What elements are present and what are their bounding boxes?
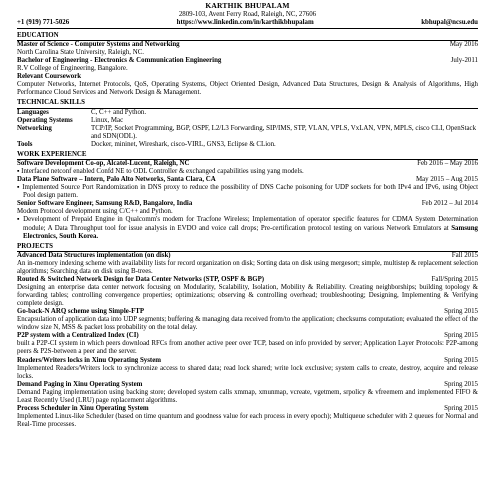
project-desc: Implemented Readers/Writers lock to synchronize access to shared data; read lock shared; write lock exclusive; system calls to create, destroy, acquire and release locks. [17,364,478,380]
project-row [17,357,478,365]
project-date: Fall 2015 [451,251,478,259]
project-date: Spring 2015 [444,308,478,316]
project-name: Demand Paging in Xinu Operating System [17,380,143,388]
job-bullet: ▪ Implemented Source Port Randomization in DNS proxy to reduce the possibility of DNS Cache poisoning for UDP sockets for both IPv4 and IPv6, using Object Pool design pattern. [17,184,478,200]
job-role: Software Development Co-op, Alcatel-Lucent, Raleigh, NC [17,160,190,168]
project-date: Spring 2015 [444,380,478,388]
project-row [17,381,478,389]
job-row [17,160,478,168]
projects-heading: PROJECTS [17,243,478,252]
contact-line [17,19,478,29]
job-bullet: ▪ Development of Prepaid Engine in Qualcomm's modem for Tracfone Wireless; Implementation of operator specific features for CDMA System Determination module; A Data Throughput tool for issue analysis in EVDO and voice call drops; Pre-certification protocol testing on various Network Emulators at Samsung Electronics, South Korea. [17,216,478,240]
skill-label: Networking [17,124,52,132]
degree-row [17,41,478,49]
linkedin-link[interactable]: https://www.linkedin.com/in/karthikbhupalam [176,18,314,26]
project-row [17,405,478,413]
project-name: Go-back-N ARQ scheme using Simple-FTP [17,308,145,316]
degree-date: May 2016 [449,40,478,48]
project-name: Process Scheduler in Xinu Operating System [17,404,149,412]
project-row [17,332,478,340]
job-row [17,200,478,208]
skill-label: Tools [17,140,33,148]
job-bullet: ▪ Interfaced netconf enabled Confd NE to ODL Controller & exchanged capabilities using yang models. [17,168,304,176]
job-date: Feb 2016 – May 2016 [417,160,478,168]
degree-date: July-2011 [450,57,478,65]
phone: +1 (919) 771-5026 [17,18,70,26]
coursework-text: Computer Networks, Internet Protocols, QoS, Operating Systems, Object Oriented Design, Advanced Data Structures, Design & Analysis of Algorithms, High Performance Cloud Services and Network Design & Management. [17,81,478,97]
project-row [17,308,478,316]
experience-heading: WORK EXPERIENCE [17,151,478,160]
project-date: Fall/Spring 2015 [431,276,478,284]
project-desc: built a P2P-CI system in which peers download RFCs from another active peer over TCP, based on info provided by server; Application Layer Protocols: P2P-among peers & P2S-between a peer and the server. [17,340,478,356]
project-row [17,252,478,260]
skill-value: TCP/IP, Socket Programming, BGP, OSPF, L2/L3 Forwarding, SIP/IMS, STP, VLAN, VPLS, VxLAN, VPN, MPLS, cisco CLI, OpenStack and SDN(ODL). [91,124,477,140]
address: 2809-103, Avent Ferry Road, Raleigh, NC, 27606 [178,10,317,18]
candidate-name: KARTHIK BHUPALAM [205,1,290,10]
skill-label: Languages [17,108,49,116]
skill-label: Operating Systems [17,116,73,124]
job-row [17,176,478,184]
school-name: R.V College of Engineering, Bangalore. [17,65,128,73]
project-desc: Implemented Linux-like Scheduler (based on time quantum and goodness value for each process in every epoch); Multiqueue scheduler with 2 queues for Normal and Real-Time processes. [17,412,478,428]
degree-name: Bachelor of Engineering - Electronics & Communication Engineering [17,57,222,65]
project-desc: Designing an enterprise data center network focusing on Modularity, Scalability, Isolation, Mobility & Reliability. Creating neighborships; building topology & forwarding tables; controlling convergence properties; optimizations; observing & controlling overhead; troubleshooting; Designing, Implementing & Verifying complete design. [17,284,478,308]
education-heading: EDUCATION [17,32,478,41]
project-date: Spring 2015 [444,332,478,340]
job-role: Senior Software Engineer, Samsung R&D, Bangalore, India [17,200,193,208]
project-date: Spring 2015 [444,356,478,364]
degree-row [17,57,478,65]
job-role: Data Plane Software – Intern, Palo Alto Networks, Santa Clara, CA [17,176,216,184]
project-name: P2P system with a Centralized Index (CI) [17,332,139,340]
project-name: Readers/Writers locks in Xinu Operating System [17,356,161,364]
skills-table [17,109,478,149]
project-row [17,276,478,284]
job-subtitle: Modem Protocol development using C/C++ and Python. [17,208,173,216]
skill-value: Docker, mininet, Wireshark, cisco-VIRL, GNS3, Eclipse & CLion. [91,140,276,148]
email-link[interactable]: kbhupal@ncsu.edu [421,18,478,26]
job-date: May 2015 – Aug 2015 [415,176,478,184]
skill-value: Linux, Mac [91,116,124,124]
project-date: Spring 2015 [444,404,478,412]
project-name: Advanced Data Structures implementation (on disk) [17,251,171,259]
project-desc: Demand Paging implementation using backing store; developed system calls xmmap, xmunmap, vcreate, vgetmem, srpolicy & vfreemem and implemented FIFO & Least Recently Used (LRU) page replacement algorithms. [17,388,478,404]
degree-name: Master of Science - Computer Systems and Networking [17,40,180,48]
coursework-heading: Relevant Coursework [17,73,82,81]
skills-heading: TECHNICAL SKILLS [17,99,478,108]
school-name: North Carolina State University, Raleigh, NC. [17,49,145,57]
job-date: Feb 2012 – Jul 2014 [421,200,478,208]
employer-highlight: Samsung Electronics, South Korea. [23,224,478,240]
project-desc: An in-memory indexing scheme with availability lists for record organization on disk; Sorting data on disk using mergesort; simple, multistep & replacement selection algorithms; Searching data on disk using B-trees. [17,259,478,275]
project-name: Routed & Switched Network Design for Data Center Networks (STP, OSPF & BGP) [17,276,265,284]
project-desc: Encapsulation of application data into UDP segments; buffering & managing data received from/to the application; checksums computation; evaluated the effect of the window size N, MSS & packet loss probability on the total delay. [17,316,478,332]
skill-value: C, C++ and Python. [91,108,147,116]
